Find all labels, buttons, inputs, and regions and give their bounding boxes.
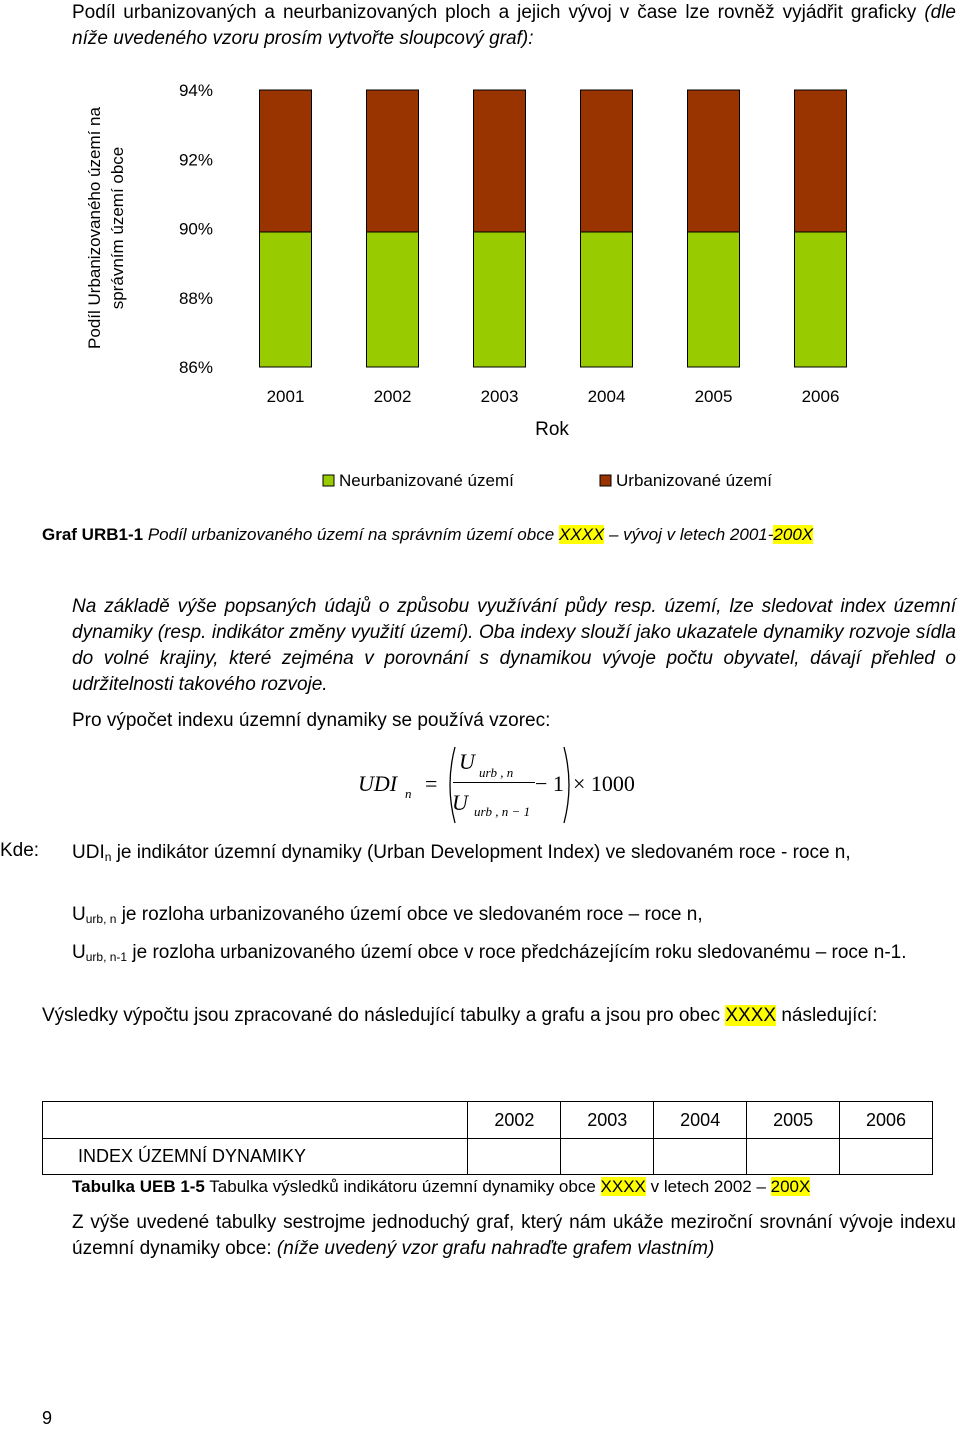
x-tick-label: 2003 [480, 387, 519, 406]
bar-neurbanizovane [367, 232, 419, 367]
legend-label: Neurbanizované území [339, 471, 514, 490]
paragraph-dynamics-italic: Na základě výše popsaných údajů o způsobu využívání půdy resp. území, lze sledovat index územní dynamiky (resp. indikátor změny využití území). [72, 596, 956, 643]
table-year: 2006 [840, 1102, 933, 1139]
legend-swatch [600, 475, 611, 486]
table-caption: Tabulka UEB 1-5 Tabulka výsledků indikátoru územní dynamiky obce XXXX v letech 2002 – 200X [72, 1177, 811, 1196]
table-year: 2005 [747, 1102, 840, 1139]
where-item-udi: $UDI_n$ je indikátor územní dynamiky (Urban Development Index) ve sledovaném roce - roce n, [72, 842, 851, 864]
intro-instruction: (dle níže uvedeného vzoru prosím vytvořte sloupcový graf): [72, 2, 956, 49]
y-axis-label: Podíl Urbanizovaného území na [85, 107, 104, 349]
table-header-row [43, 1102, 933, 1139]
table-year: 2002 [468, 1102, 561, 1139]
formula-fraction-bar [453, 782, 535, 783]
legend-label: Urbanizované území [616, 471, 772, 490]
y-tick-label: 90% [178, 219, 213, 239]
y-axis-label: správním území obce [108, 146, 127, 310]
paragraph-dynamics-rest: Oba indexy slouží jako ukazatele dynamiky rozvoje sídla do volné krajiny, které zejména v porovnání s dynamikou vývoje počtu obyvatel, dávají přehled o udržitelnosti takového rozvoje. [72, 622, 956, 695]
formula-denominator-u: U [452, 790, 468, 815]
bar-neurbanizovane [688, 232, 740, 367]
table-cell [840, 1139, 933, 1175]
table-row [43, 1139, 933, 1175]
table-cell [654, 1139, 747, 1175]
formula-numerator-sub: urb , n [479, 765, 514, 780]
intro-paragraph [72, 0, 956, 52]
bar-neurbanizovane [795, 232, 847, 367]
formula-equals: = [425, 771, 438, 796]
paragraph-dynamics [72, 594, 956, 698]
udi-formula [355, 745, 655, 825]
formula-times-1000: × 1000 [573, 771, 635, 796]
x-axis-label: Rok [535, 419, 569, 440]
formula-udi: UDI [358, 771, 398, 796]
table-header-blank [43, 1102, 468, 1139]
legend-swatch [323, 475, 334, 486]
table-year: 2004 [654, 1102, 747, 1139]
where-item-uurb-n1: $U_{urb, n-1}$ je rozloha urbanizovaného území obce v roce předcházejícím roku sledovanému – roce n-1. [72, 942, 907, 964]
y-tick-label: 92% [178, 150, 213, 170]
formula-udi-sub: n [405, 786, 412, 801]
bar-urbanizovane [474, 90, 526, 232]
where-label: Kde: [0, 840, 40, 861]
where-item-uurb-n: $U_{urb, n}$ je rozloha urbanizovaného území obce ve sledovaném roce – roce n, [72, 904, 703, 926]
bar-urbanizovane [581, 90, 633, 232]
table-cell [747, 1139, 840, 1175]
table-year: 2003 [561, 1102, 654, 1139]
bar-neurbanizovane [474, 232, 526, 367]
bar-urbanizovane [367, 90, 419, 232]
x-tick-label: 2004 [587, 387, 626, 406]
table-cell [561, 1139, 654, 1175]
x-tick-label: 2002 [373, 387, 412, 406]
graph-caption [42, 525, 957, 545]
y-tick-label: 88% [178, 288, 213, 308]
y-tick-label: 86% [178, 358, 213, 377]
intro-text: Podíl urbanizovaných a neurbanizovaných ploch a jejich vývoj v čase lze rovněž vyjádřit graficky [72, 2, 925, 23]
page-number: 9 [42, 1408, 53, 1428]
formula-numerator-u: U [459, 749, 475, 774]
formula-denominator-sub: urb , n − 1 [474, 804, 531, 819]
graph-caption-label: Graf URB1-1 [42, 525, 144, 544]
formula-intro: Pro výpočet indexu územní dynamiky se používá vzorec: [72, 710, 551, 731]
graph-caption-highlight1: XXXX [558, 525, 605, 544]
formula-minus-one: − 1 [535, 771, 564, 796]
x-tick-label: 2005 [694, 387, 733, 406]
results-highlight: XXXX [725, 1005, 777, 1026]
bar-neurbanizovane [581, 232, 633, 367]
table-row-label: INDEX ÚZEMNÍ DYNAMIKY [43, 1139, 468, 1175]
urbanization-chart [0, 68, 960, 498]
bar-neurbanizovane [260, 232, 312, 367]
graph-caption-highlight2: 200X [773, 525, 814, 544]
final-paragraph: Z výše uvedené tabulky sestrojme jednoduchý graf, který nám ukáže meziroční srovnání vývoje indexu územní dynamiky obce: (níže uvedený vzor grafu nahraďte grafem vlastním) [72, 1212, 956, 1259]
bar-urbanizovane [260, 90, 312, 232]
table-cell [468, 1139, 561, 1175]
results-paragraph: Výsledky výpočtu jsou zpracované do následující tabulky a grafu a jsou pro obec XXXX následující: [42, 1005, 878, 1026]
y-tick-label: 94% [178, 81, 213, 100]
x-tick-label: 2006 [801, 387, 840, 406]
x-tick-label: 2001 [266, 387, 305, 406]
bar-urbanizovane [795, 90, 847, 232]
graph-caption-text2: – vývoj v letech 2001- [604, 525, 774, 544]
final-instruction: (níže uvedený vzor grafu nahraďte grafem vlastním) [276, 1238, 715, 1259]
bar-urbanizovane [688, 90, 740, 232]
graph-caption-text1: Podíl urbanizovaného území na správním území obce [143, 525, 559, 544]
index-table [42, 1101, 933, 1175]
